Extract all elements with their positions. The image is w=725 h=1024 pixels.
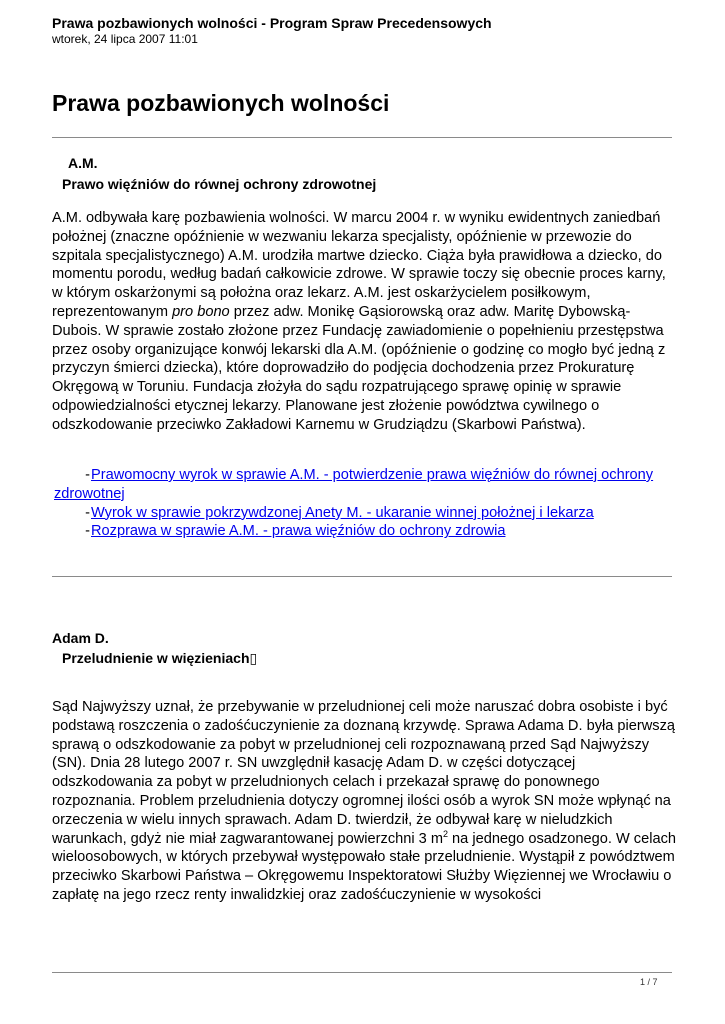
link-final-judgment[interactable]: Prawomocny wyrok w sprawie A.M. - potwierdzenie prawa więźniów do równej ochrony [91, 467, 654, 483]
case2-superscript: 2 [442, 828, 448, 839]
case1-description [52, 209, 677, 435]
case2-text-a: Sąd Najwyższy uznał, że przebywanie w przeludnionej celi może naruszać dobra osobiste i być podstawą roszczenia o zadośćuczynienie za doznaną krzywdę. Sprawa Adama D. była pierwszą sprawą o odszkodowanie za pobyt w przeludnionej celi rozpoznawaną przed Sąd Najwyższy (SN). Dnia 28 lutego 2007 r. SN uwzględnił kasację Adam D. w części dotyczącej odszkodowania za pobyt w przeludnionych celach i przekazał sprawę do ponownego rozpoznania. Problem przeludnienia dotyczy ogromnej ilości osób a wyrok SN może wpłynąć na orzeczenia w wielu innych sprawach. Adam D. twierdził, że odbywał karę w nieludzkich warunkach, gdyż nie miał zagwarantowanej powierzchni 3 m [52, 699, 675, 847]
case2-subtitle [62, 650, 257, 667]
list-dash: - [85, 467, 90, 483]
page-title: Prawa pozbawionych wolności [52, 90, 390, 116]
case2-subtitle-text: Przeludnienie w więzieniach [62, 650, 250, 666]
case1-link-list [52, 466, 677, 541]
divider-footer [52, 972, 672, 973]
link-aneta-judgment[interactable]: Wyrok w sprawie pokrzywdzonej Anety M. - ukaranie winnej położnej i lekarza [91, 504, 594, 521]
case1-link-item-3 [52, 522, 677, 541]
case1-link-item-1 [52, 466, 677, 485]
divider-middle [52, 576, 672, 577]
list-dash: - [85, 523, 90, 540]
case1-subtitle: Prawo więźniów do równej ochrony zdrowotnej [62, 176, 377, 192]
list-dash: - [85, 504, 90, 521]
case1-link-item-2 [52, 504, 677, 523]
link-am-hearing[interactable]: Rozprawa w sprawie A.M. - prawa więźniów do ochrony zdrowia [91, 523, 506, 540]
missing-glyph-icon: ▯ [249, 650, 258, 666]
case2-text-b: na jednego osadzonego. W celach wieloosobowych, w których przebywał występowało stałe przeludnienie. Wystąpił z powództwem przeciwko Skarbowi Państwa – Okręgowemu Inspektoratowi Służby Więziennej we Wrocławiu o zapłatę na jego rzecz renty inwalidzkiej oraz zadośćuczynienie w wysokości [52, 830, 676, 903]
header-date: wtorek, 24 lipca 2007 11:01 [52, 32, 198, 46]
case2-description [52, 698, 677, 905]
page-number: 1 / 7 [640, 977, 658, 987]
case1-link-item-1-cont [52, 485, 677, 504]
case1-text-b: przez adw. Monikę Gąsiorowską oraz adw. Maritę Dybowską-Dubois. W sprawie zostało złożone przez Fundację zawiadomienie o popełnieniu przestępstwa przez osoby organizujące konwój lekarski dla A.M. (opóźnienie o godzinę co mogło być jedną z przyczyn śmierci dziecka), które doprowadziło do podjęcia dochodzenia przez Prokuraturę Okręgową w Toruniu. Fundacja złożyła do sądu rozpatrującego sprawę opinię w sprawie odpowiedzialności etycznej lekarzy. Planowane jest złożenie powództwa cywilnego o odszkodowanie przeciwko Zakładowi Karnemu w Grudziądzu (Skarbowi Państwa). [52, 303, 666, 433]
header-title: Prawa pozbawionych wolności - Program Spraw Precedensowych [52, 15, 492, 31]
case2-id: Adam D. [52, 630, 109, 646]
link-final-judgment-cont[interactable]: zdrowotnej [54, 485, 125, 502]
case1-text-emphasis: pro bono [172, 303, 230, 320]
divider-top [52, 137, 672, 138]
case1-text-a: A.M. odbywała karę pozbawienia wolności. W marcu 2004 r. w wyniku ewidentnych zaniedbań położnej (znaczne opóźnienie w wezwaniu lekarza specjalisty, opóźnienie w przewozie do szpitala specjalistycznego) A.M. urodziła martwe dziecko. Ciąża była prawidłowa a dziecko, do momentu porodu, według badań całkowicie zdrowe. W sprawie toczy się obecnie proces karny, w którym oskarżonymi są położna oraz lekarz. A.M. jest oskarżycielem posiłkowym, reprezentowanym [52, 210, 666, 320]
case1-id: A.M. [68, 155, 98, 171]
